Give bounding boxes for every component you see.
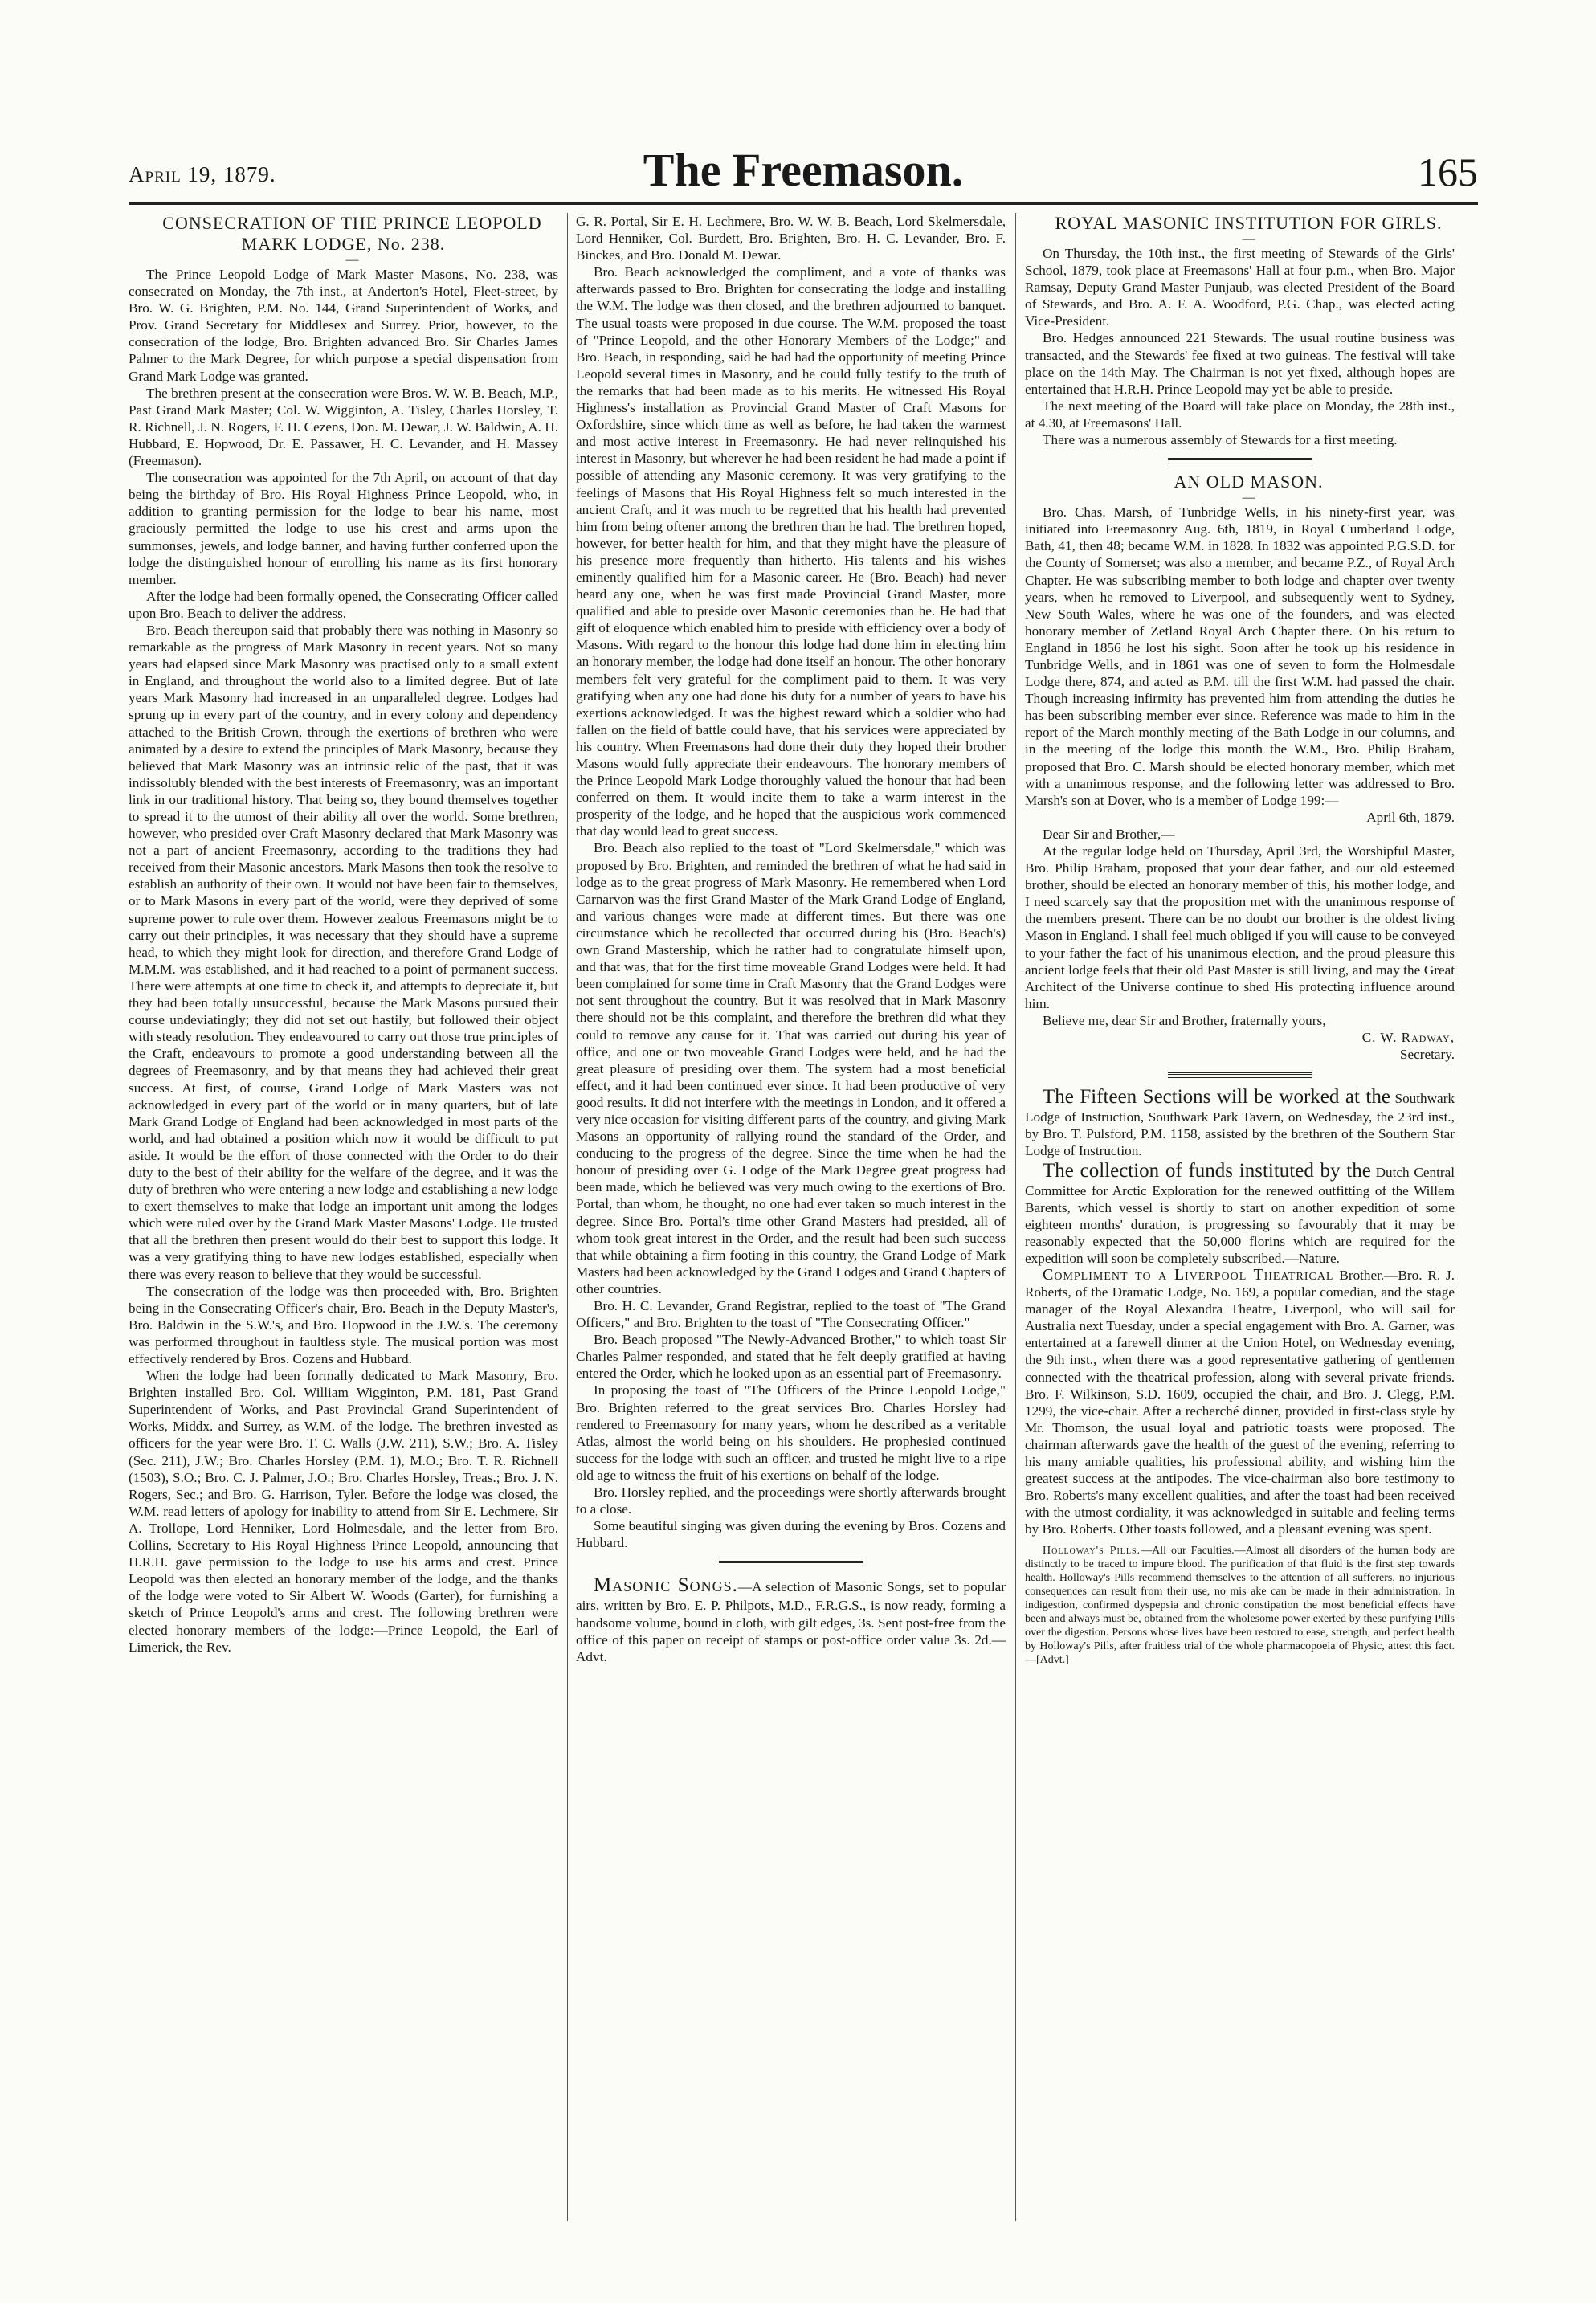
heading-dash: — (345, 253, 359, 267)
paragraph: Bro. Beach acknowledged the compliment, and a vote of thanks was afterwards passed to Bro. Brighten for consecrating the lodge and installing the W.M. The lodge was then closed, and the brethren adjourned to banquet. The usual toasts were proposed in due course. The W.M. proposed the toast of "Prince Leopold, and the other Honorary Members of the Lodge;" and Bro. Beach, in responding, said he had had the opportunity of meeting Prince Leopold several times in Masonry, and he could fully testify to the truth of the remarks that had been made as to his merits. He witnessed His Royal Highness's installation as Provincial Grand Master of Craft Masons for Oxfordshire, since which time as well as before, he had taken the warmest and most active interest in Freemasonry. He had never relinquished his interest in Masonry, but wherever he had been resident he had made a point if possible of attending any Masonic ceremony. It was very gratifying to the feelings of Masons that His Royal Highness felt so much interested in the ancient Craft, and it was much to be regretted that his health had prevented him from being oftener among the brethren than he had. The brethren hoped, however, for better health for him, and that they might have the pleasure of his presence more frequently than hitherto. His talents and his wishes eminently qualified him for a Masonic career. He (Bro. Beach) had never heard any one, when he was first made Provincial Grand Master, more qualified and able to preside over Masonic ceremonies than he. He had that gift of eloquence which enabled him to preside with efficiency over a body of Masons. With regard to the honour this lodge had done him in electing him an honorary member, the lodge had done itself an honour. The other honorary members felt very grateful for the compliment paid to them. It was very gratifying when any one had done his duty for a number of years to have his exertions acknowledged. It was the highest reward which a soldier who had fallen on the field of battle could have, that his services were appreciated by his country. When Freemasons had done their duty they hoped their brother Masons would fully appreciate their endeavours. The honorary members of the Prince Leopold Mark Lodge thoroughly valued the honour that had been conferred on them. It would incite them to take a warm interest in the prosperity of the lodge, and he hoped that the auspicious work commenced that day would lead to great success. (576, 264, 1006, 839)
section-rule (719, 1561, 863, 1566)
column-2 (576, 213, 1006, 2221)
letter-title: Secretary. (1399, 1047, 1455, 1063)
notice-lead: The collection of funds instituted by the (1043, 1159, 1371, 1182)
paragraph: When the lodge had been formally dedicated to Mark Masonry, Bro. Brighten installed Bro. Col. William Wigginton, P.M. 181, Past Grand Superintendent of Works, and Past Provincial Grand Superintendent of Works, Middx. and Surrey, as W.M. of the lodge. The brethren invested as officers for the year were Bro. T. C. Walls (J.W. 211), S.W.; Bro. A. Tisley (Sec. 211), J.W.; Bro. Charles Horsley (P.M. 1), M.O.; Bro. T. R. Richnell (1503), S.O.; Bro. C. J. Palmer, J.O.; Bro. Charles Horsley, Treas.; Bro. J. N. Rogers, Sec.; and Bro. G. Harrison, Tyler. Before the lodge was closed, the W.M. read letters of apology for inability to attend from Sir E. Lechmere, Sir A. Trollope, Lord Henniker, Lord Holmesdale, and the letter from Bro. Collins, Secretary to His Royal Highness Prince Leopold, announcing that H.R.H. gave permission to the lodge to use his arms and crest. Prince Leopold was then elected an honorary member of the lodge, and the thanks of the lodge were voted to Sir Albert W. Woods (Garter), for furnishing a sketch of Prince Leopold's arms and crest. The following brethren were elected honorary members of the lodge:—Prince Leopold, the Earl of Limerick, the Rev. (129, 1368, 558, 1655)
letter-signature: C. W. Radway, (1361, 1030, 1455, 1046)
letter-date: April 6th, 1879. (1366, 809, 1455, 825)
letter-body: At the regular lodge held on Thursday, April 3rd, the Worshipful Master, Bro. Philip Braham, proposed that your dear father, and our old esteemed brother, should be elected an honorary member of this, his mother lodge, and I need scarcely say that the proposition met with the unanimous response of the members present. There can be no doubt our brother is the oldest living Mason in England. I shall feel much obliged if you will cause to be conveyed to your father the fact of his unanimous election, and the proud pleasure this ancient lodge feels that their old Past Master is still living, and may the Great Architect of the Universe continue to shed His protecting influence around him. (1025, 843, 1455, 1011)
notice-paragraph (1025, 1086, 1455, 1159)
paragraph: Bro. Beach also replied to the toast of "Lord Skelmersdale," which was proposed by Bro. Brighten, and reminded the brethren of what he had said in lodge as to the great progress of Mark Masonry. He remembered when Lord Carnarvon was the first Grand Master of the Mark Grand Lodge of England, and various changes were made at different times. But there was one circumstance which he recollected that occurred during his (Bro. Beach's) own Grand Mastership, which he rather had to congratulate himself upon, and that was, that for the first time moveable Grand Lodges were held. It had been complained for some time in Craft Masonry that the Grand Lodges were not sent throughout the country. But it was resolved that in Mark Masonry there should not be this complaint, and therefore the brethren did what they could to remove any cause for it. That was carried out during his year of office, and one or two moveable Grand Lodges were held, and he had the great pleasure of presiding over them. The system had a most beneficial effect, and it had been continued ever since. It had been productive of very good results. It did not interfere with the meetings in London, and it offered a very nice occasion for visiting different parts of the country, and giving Mark Masons an opportunity of rallying round the standard of the Order, and conducing to the progress of the degree. Since the time when he had the honour of presiding over G. Lodge of the Mark Degree great progress had been made, which he believed was very much owing to the exertions of Bro. Portal, than whom, he thought, no one had ever taken so much interest in the degree. Since Bro. Portal's time other Grand Masters had presided, all of whom took great interest in the Order, and the result had been such success that while obtaining a firm footing in this country, the Grand Lodge of Mark Masters had been acknowledged by the Grand Lodges and Grand Chapters of other countries. (576, 840, 1006, 1296)
paragraph: The Prince Leopold Lodge of Mark Master Masons, No. 238, was consecrated on Monday, the 7th inst., at Anderton's Hotel, Fleet-street, by Bro. W. G. Brighten, P.M. No. 144, Grand Superintendent of Works, and Prov. Grand Secretary for Middlesex and Surrey. Prior, however, to the consecration of the lodge, Bro. Brighten advanced Bro. Sir Charles James Palmer to the Mark Degree, for which purpose a special dispensation from Grand Mark Lodge was granted. (129, 267, 558, 384)
section-rule (1168, 458, 1312, 463)
paragraph: After the lodge had been formally opened, the Consecrating Officer called upon Bro. Beach to deliver the address. (129, 588, 558, 621)
heading-dash: — (1242, 232, 1255, 246)
paragraph: Bro. H. C. Levander, Grand Registrar, replied to the toast of "The Grand Officers," and Bro. Brighten to the toast of "The Consecrating Officer." (576, 1298, 1006, 1331)
paragraph: The consecration was appointed for the 7th April, on account of that day being the birthday of Bro. His Royal Highness Prince Leopold, who, in addition to granting permission for the lodge to bear his name, most graciously permitted the lodge to use his crest and arms upon the summonses, jewels, and lodge banner, and having further conferred upon the lodge the distinguished honour of enrolling his name as its first honorary member. (129, 470, 558, 587)
heading-dash: — (1242, 491, 1255, 505)
paragraph: The consecration of the lodge was then proceeded with, Bro. Brighten being in the Consecrating Officer's chair, Bro. Beach in the Deputy Master's, Bro. Baldwin in the S.W.'s, and Bro. Hopwood in the J.W.'s. The ceremony was performed throughout in faultless style. The musical portion was most effectively rendered by Bros. Cozens and Hubbard. (129, 1283, 558, 1366)
notice-paragraph (1025, 1160, 1455, 1267)
paragraph: The next meeting of the Board will take place on Monday, the 28th inst., at 4.30, at Freemasons' Hall. (1025, 398, 1455, 431)
issue-date: April 19, 1879. (129, 162, 276, 186)
letter-salutation: Dear Sir and Brother,— (1043, 826, 1175, 842)
section-rule (1168, 1072, 1312, 1078)
letter-close: Believe me, dear Sir and Brother, fraternally yours, (1043, 1012, 1326, 1028)
paragraph: There was a numerous assembly of Stewards for a first meeting. (1043, 432, 1398, 448)
notice-lead: Compliment to a Liverpool Theatrical (1043, 1265, 1334, 1284)
notice-lead: The Fifteen Sections will be worked at the (1043, 1086, 1390, 1109)
column-divider (567, 213, 568, 2221)
page-number: 165 (1418, 149, 1478, 194)
paragraph: Some beautiful singing was given during the evening by Bros. Cozens and Hubbard. (576, 1518, 1006, 1551)
paragraph: On Thursday, the 10th inst., the first meeting of Stewards of the Girls' School, 1879, took place at Freemasons' Hall at four p.m., when Bro. Major Ramsay, Deputy Grand Master Punjaub, was elected President of the Board of Stewards, and Bro. A. F. A. Woodford, P.G. Chap., was elected acting Vice-President. (1025, 246, 1455, 329)
paragraph: Bro. Beach proposed "The Newly-Advanced Brother," to which toast Sir Charles Palmer responded, and stated that he felt deeply gratified at having entered the Order, which he looked upon as an essential part of Freemasonry. (576, 1332, 1006, 1382)
newspaper-title: The Freemason. (643, 144, 964, 196)
paragraph: Bro. Beach thereupon said that probably there was nothing in Masonry so remarkable as the progress of Mark Masonry in recent years. Not so many years had elapsed since Mark Masonry was practised only to a small extent in England, and throughout the world also to a limited degree. But of late years Mark Masonry had increased in an unparalleled degree. Lodges had sprung up in every part of the country, and in every colony and dependency attached to the British Crown, through the exertions of brethren who were animated by a desire to extend the principles of Mark Masonry, because they believed that Mark Masonry was an intrinsic relic of the past, that it was indissolubly blended with the best interests of Freemasonry, was an important link in our traditional history. That being so, they bound themselves together to spread it to the utmost of their ability all over the world. Some brethren, however, who presided over Craft Masonry declared that Mark Masonry was not a part of ancient Freemasonry, according to the traditions they had received from their Masonic ancestors. Mark Masons then took the resolve to establish an authority of their own. It would not have been fair to themselves, or to Mark Masons in every part of the world, were they deprived of some supreme power to rule over them. However zealous Freemasons might be to carry out their principles, it was necessary that they should have a supreme head, to which they might look for direction, and therefore Grand Lodge of M.M.M. was established, and it had reached to a point of permanent success. There were attempts at one time to check it, and attempts to depreciate it, but they had been totally unsuccessful, because the Mark Masons pursued their course undeviatingly; they did not set out hastily, but followed their object with steady resolution. They endeavoured to carry out those true principles of the Craft, endeavours to promote a good understanding between all the degrees of Freemasonry, and by that means they had achieved their great success. At first, of course, Grand Lodge of Mark Masters was not acknowledged in every part of the world or in many quarters, but of late Mark Grand Lodge of England had been acknowledged in most parts of the world, and had obtained a position which now it would be difficult to put aside. It would be the effort of those connected with the Order to do their duty to the best of their ability for the welfare of the degree, and it was the duty of brethren who were entering a new lodge and establishing a new lodge to exert themselves to make that lodge an important unit among the lodges which were ruled over by the Grand Mark Master Masons' Lodge. He trusted that all the brethren then present would do their best to support this lodge. It was a very gratifying thing to have new lodges established, especially when there was every reason to believe that they would be successful. (129, 622, 558, 1282)
column-1 (129, 213, 558, 2221)
advert-body: —A selection of Masonic Songs, set to popular airs, written by Bro. E. P. Philpots, M.D., F.R.G.S., is now ready, forming a handsome volume, bound in cloth, with gilt edges, 3s. Sent post-free from the office of this paper on receipt of stamps or post-office order value 3s. 2d.—Advt. (576, 1579, 1006, 1664)
column-3 (1025, 213, 1455, 2221)
advert-lead: Holloway's Pills. (1043, 1545, 1141, 1558)
advert-lead: Masonic Songs. (594, 1574, 738, 1597)
paragraph: In proposing the toast of "The Officers of the Prince Leopold Lodge," Bro. Brighten referred to the great services Bro. Charles Horsley had rendered to Freemasonry for many years, whom he described as a veritable Atlas, almost the world being on his shoulders. He prophesied continued success for the lodge with such an officer, and trusted he might live to a ripe old age to witness the fruit of his exertions on behalf of the lodge. (576, 1382, 1006, 1483)
notice-body: Dutch Central Committee for Arctic Exploration for the renewed outfitting of the Willem Barents, which vessel is shortly to start on another expedition of some eighteen months' duration, is progressing so favourably that it may be reasonably expected that the 50,000 florins which are required for the expedition will soon be completely subscribed.—Nature. (1025, 1164, 1455, 1266)
article-heading: AN OLD MASON. (1174, 472, 1324, 492)
notice-paragraph (1025, 1267, 1455, 1538)
masthead-rule (129, 202, 1478, 205)
article-heading: CONSECRATION OF THE PRINCE LEOPOLD MARK LODGE, No. 238. (162, 213, 542, 254)
paragraph: The brethren present at the consecration were Bros. W. W. B. Beach, M.P., Past Grand Mark Master; Col. W. Wigginton, A. Tisley, Charles Horsley, T. R. Richnell, J. N. Rogers, F. H. Cezens, Don. M. Dewar, J. W. Baldwin, A. H. Hubbard, E. Hopwood, Dr. E. Passawer, H. C. Levander, and H. Massey (Freemason). (129, 385, 558, 469)
notice-body: Brother.—Bro. R. J. Roberts, of the Dramatic Lodge, No. 169, a popular comedian, and the stage manager of the Royal Alexandra Theatre, Liverpool, who will sail for Australia next Tuesday, under a special engagement with Bro. A. Garner, was entertained at a farewell dinner at the Union Hotel, on Wednesday evening, the 9th inst., when there was a good representative gathering of gentlemen connected with the theatrical profession, along with several private friends. Bro. F. Wilkinson, S.D. 1609, occupied the chair, and Bro. J. Clegg, P.M. 1299, the vice-chair. After a recherché dinner, provided in first-class style by Mr. Thomson, the usual loyal and patriotic toasts were proposed. The chairman afterwards gave the health of the guest of the evening, referring to his many amiable qualities, his professional ability, and wishing him the greatest success at the antipodes. The vice-chairman also bore testimony to Bro. Roberts's many excellent qualities, and after the toast had been received with the utmost cordiality, it was acknowledged in suitable and feeling terms by Bro. Roberts. Other toasts followed, and a pleasant evening was spent. (1025, 1267, 1455, 1537)
notice-body: Southwark Lodge of Instruction, Southwark Park Tavern, on Wednesday, the 23rd inst., by Bro. T. Pulsford, P.M. 1158, assisted by the brethren of the Southern Star Lodge of Instruction. (1025, 1091, 1455, 1159)
paragraph: Bro. Hedges announced 221 Stewards. The usual routine business was transacted, and the Stewards' fee fixed at two guineas. The festival will take place on the 14th May. The Chairman is not yet fixed, although hopes are entertained that H.R.H. Prince Leopold may yet be able to preside. (1025, 330, 1455, 397)
column-divider (1015, 213, 1016, 2221)
paragraph: Bro. Chas. Marsh, of Tunbridge Wells, in his ninety-first year, was initiated into Freemasonry Aug. 6th, 1819, in Royal Cumberland Lodge, Bath, 41, then 48; became W.M. in 1828. In 1832 was appointed P.G.S.D. for the County of Somerset; was also a member, and became P.Z., of Royal Arch Chapter. He was subscribing member to both lodge and chapter over twenty years, when he removed to Liverpool, and subsequently went to Sydney, New South Wales, where he was one of the founders, and was elected honorary member of Zetland Royal Arch Chapter there. On his return to England in 1856 he lost his sight. Soon after he took up his residence in Tunbridge Wells, and in 1861 was one of seven to form the Holmesdale Lodge there, 874, and acted as P.M. till the first W.M. had passed the chair. Though increasing infirmity has prevented him from attending the duties he has been subscribing member ever since. Reference was made to him in the report of the March monthly meeting of the Bath Lodge in our columns, and in the meeting of the lodge this month the W.M., Bro. Philip Braham, proposed that Bro. C. Marsh should be elected honorary member, which met with a unanimous response, and the following letter was addressed to Bro. Marsh's son at Dover, who is a member of Lodge 199:— (1025, 504, 1455, 808)
advert-body: —All our Faculties.—Almost all disorders of the human body are distinctly to be traced to impure blood. The purification of that fluid is the first step towards health. Holloway's Pills recommend themselves to the attention of all sufferers, no injurious consequences can result from their use, no mis ake can be made in their administration. In indigestion, confirmed dyspepsia and chronic constipation the most beneficial effects have been and always must be, obtained from the wholesome power exerted by these purifying Pills over the digestion. Persons whose lives have been restored to ease, strength, and perfect health by Holloway's Pills, after fruitless trial of the whole pharmacopoeia of Physic, attest this fact.—[Advt.] (1025, 1545, 1455, 1667)
advert-paragraph (1025, 1544, 1455, 1667)
paragraph: G. R. Portal, Sir E. H. Lechmere, Bro. W. W. B. Beach, Lord Skelmersdale, Lord Henniker, Col. Burdett, Bro. Brighten, Bro. H. C. Levander, Bro. F. Binckes, and Bro. Donald M. Dewar. (576, 214, 1006, 263)
masthead (129, 145, 1478, 201)
article-heading: ROYAL MASONIC INSTITUTION FOR GIRLS. (1055, 213, 1443, 233)
advert-paragraph (576, 1574, 1006, 1664)
paragraph: Bro. Horsley replied, and the proceedings were shortly afterwards brought to a close. (576, 1484, 1006, 1517)
